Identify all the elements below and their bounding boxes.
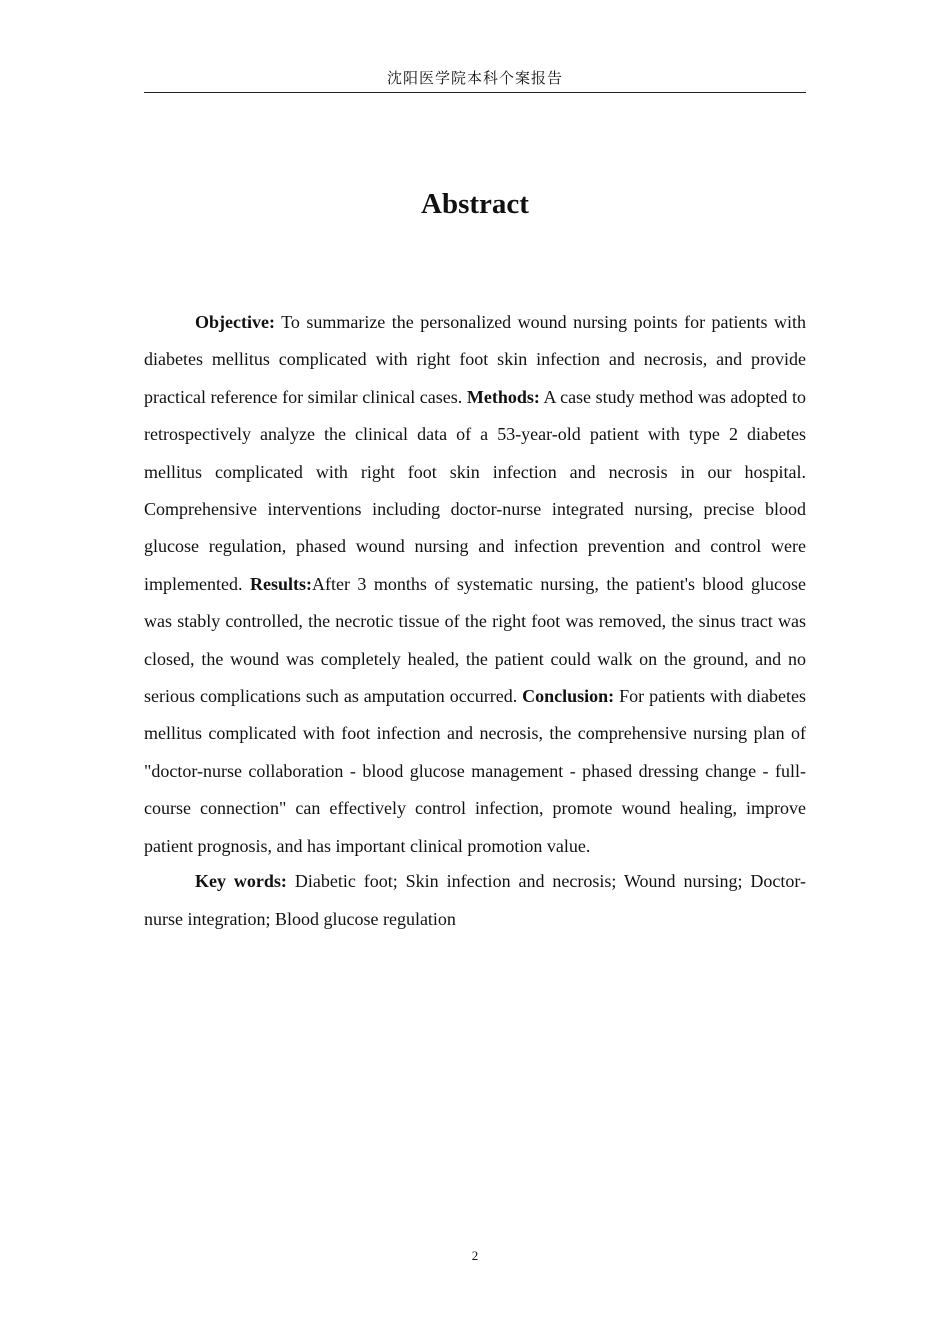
objective-label: Objective: (195, 312, 275, 332)
methods-label: Methods: (466, 386, 540, 407)
results-text: After 3 months of systematic nursing, the patient's blood glucose was stably controlled, the necrotic tissue of the right foot was removed, the sinus tract was closed, the wound was completely healed, the patient could walk on the ground, and no serious complications such as amputation occurred. (144, 573, 806, 707)
conclusion-label: Conclusion: (522, 686, 615, 707)
keywords-text: Diabetic foot; Skin infection and necrosis; Wound nursing; Doctor-nurse integration; Blood glucose regulation (144, 871, 806, 929)
page-number: 2 (471, 1248, 479, 1263)
keywords-label: Key words: (195, 871, 287, 892)
conclusion-text: For patients with diabetes mellitus complicated with foot infection and necrosis, the comprehensive nursing plan of "doctor-nurse collaboration - blood glucose management - phased dressing change - full-course connection" can effectively control infection, promote wound healing, improve patient prognosis, and has important clinical promotion value. (144, 686, 806, 856)
abstract-title: Abstract (421, 188, 529, 220)
abstract-body (144, 304, 806, 938)
results-label: Results: (249, 573, 312, 594)
page-header (144, 66, 806, 93)
objective-text: To summarize the personalized wound nursing points for patients with diabetes mellitus complicated with right foot skin infection and necrosis, and provide practical reference for similar clinical cases. (144, 312, 806, 407)
header-text: 沈阳医学院本科个案报告 (386, 69, 563, 87)
abstract-paragraph (144, 304, 806, 865)
methods-text: A case study method was adopted to retrospectively analyze the clinical data of a 53-year-old patient with type 2 diabetes mellitus complicated with right foot skin infection and necrosis in our hospital. Comprehensive interventions including doctor-nurse integrated nursing, precise blood glucose regulation, phased wound nursing and infection prevention and control were implemented. (144, 386, 806, 594)
keywords-paragraph (144, 863, 806, 938)
